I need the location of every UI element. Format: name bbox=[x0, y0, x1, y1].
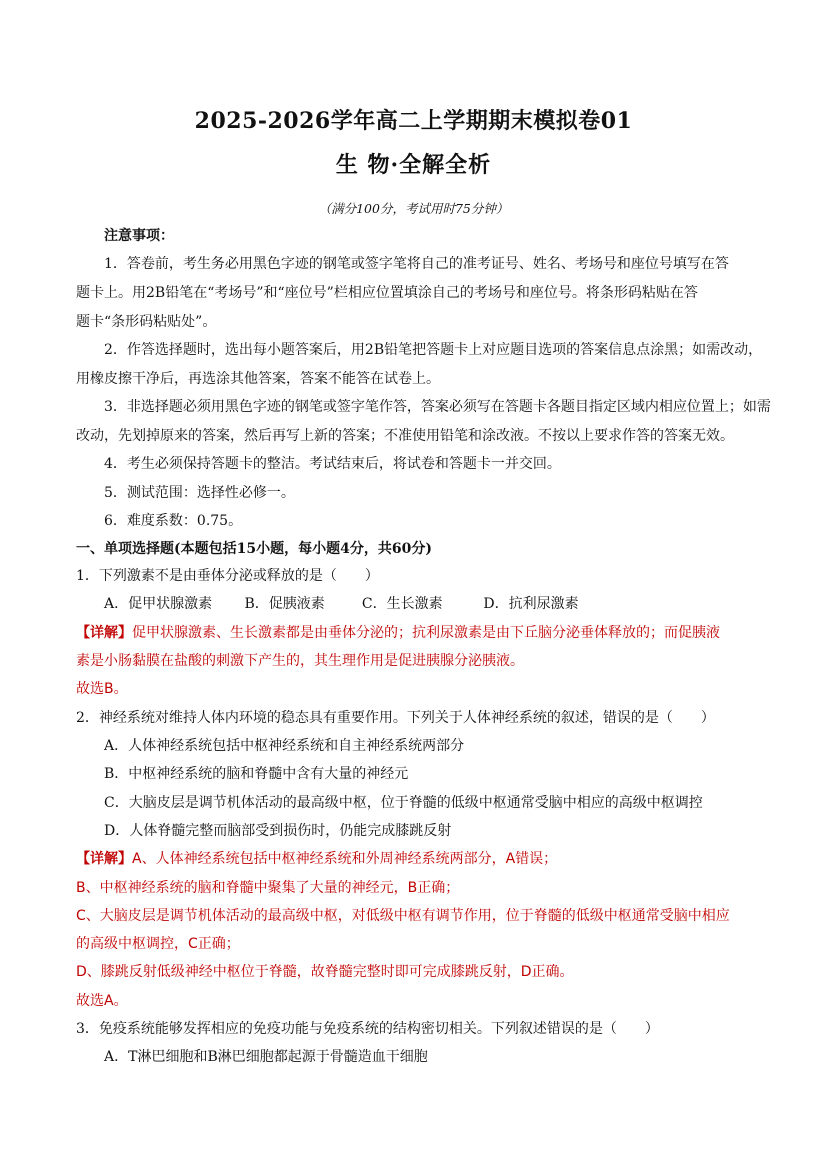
option: A．促甲状腺激素 bbox=[104, 596, 213, 612]
detail-text: 的高级中枢调控，C正确； bbox=[76, 936, 240, 952]
exam-note: （满分100分，考试用时75分钟） bbox=[318, 201, 509, 216]
option: C．大脑皮层是调节机体活动的最高级中枢，位于脊髓的低级中枢通常受脑中相应的高级中枢调控 bbox=[104, 795, 703, 811]
detail-text: 素是小肠黏膜在盐酸的刺激下产生的，其生理作用是促进胰腺分泌胰液。 bbox=[76, 653, 524, 669]
answer-detail bbox=[76, 623, 720, 643]
option: A．人体神经系统包括中枢神经系统和自主神经系统两部分 bbox=[104, 738, 465, 754]
detail-text: C、大脑皮层是调节机体活动的最高级中枢，对低级中枢有调节作用，位于脊髓的低级中枢通常受脑中相应 bbox=[76, 908, 730, 924]
option: C．生长激素 bbox=[361, 596, 443, 612]
notice-heading: 注意事项： bbox=[104, 228, 174, 244]
notice-line: 4．考生必须保持答题卡的整洁。考试结束后，将试卷和答题卡一并交回。 bbox=[104, 456, 561, 472]
option: D．人体脊髓完整而脑部受到损伤时，仍能完成膝跳反射 bbox=[104, 823, 452, 839]
option: D．抗利尿激素 bbox=[483, 596, 579, 612]
answer-detail bbox=[76, 849, 557, 869]
page-title: 2025-2026学年高二上学期期末模拟卷01 bbox=[194, 108, 633, 134]
detail-tag: 【详解】 bbox=[76, 851, 132, 867]
option: B．中枢神经系统的脑和脊髓中含有大量的神经元 bbox=[104, 766, 409, 782]
option-row bbox=[104, 594, 579, 614]
detail-tag: 【详解】 bbox=[76, 625, 132, 641]
answer-choice: 故选B。 bbox=[76, 681, 128, 697]
notice-line: 6．难度系数：0.75。 bbox=[104, 513, 243, 529]
notice-line: 3．非选择题必须用黑色字迹的钢笔或签字笔作答，答案必须写在答题卡各题目指定区域内相应位置上；如需 bbox=[104, 399, 771, 415]
option: A．T淋巴细胞和B淋巴细胞都起源于骨髓造血干细胞 bbox=[104, 1049, 428, 1065]
question-stem: 1．下列激素不是由垂体分泌或释放的是（ ） bbox=[76, 568, 379, 584]
detail-text: B、中枢神经系统的脑和脊髓中聚集了大量的神经元，B正确； bbox=[76, 880, 460, 896]
section-heading: 一、单项选择题(本题包括15小题，每小题4分，共60分) bbox=[76, 541, 432, 557]
detail-text: D、膝跳反射低级神经中枢位于脊髓，故脊髓完整时即可完成膝跳反射，D正确。 bbox=[76, 964, 574, 980]
answer-choice: 故选A。 bbox=[76, 993, 128, 1009]
notice-line: 题卡“条形码粘贴处”。 bbox=[76, 314, 217, 330]
notice-line: 5．测试范围：选择性必修一。 bbox=[104, 485, 295, 501]
notice-line: 1．答卷前，考生务必用黑色字迹的钢笔或签字笔将自己的准考证号、姓名、考场号和座位号填写在答 bbox=[104, 256, 729, 272]
notice-line: 改动，先划掉原来的答案，然后再写上新的答案；不准使用铅笔和涂改液。不按以上要求作答的答案无效。 bbox=[76, 428, 734, 444]
notice-line: 2．作答选择题时，选出每小题答案后，用2B铅笔把答题卡上对应题目选项的答案信息点涂黑；如需改动， bbox=[104, 342, 763, 358]
question-stem: 2．神经系统对维持人体内环境的稳态具有重要作用。下列关于人体神经系统的叙述，错误的是（ ） bbox=[76, 710, 715, 726]
page-subtitle: 生 物·全解全析 bbox=[335, 152, 492, 178]
notice-line: 用橡皮擦干净后，再选涂其他答案，答案不能答在试卷上。 bbox=[76, 371, 440, 387]
question-stem: 3．免疫系统能够发挥相应的免疫功能与免疫系统的结构密切相关。下列叙述错误的是（ ） bbox=[76, 1021, 659, 1037]
option: B．促胰液素 bbox=[244, 596, 325, 612]
detail-text: A、人体神经系统包括中枢神经系统和外周神经系统两部分，A错误； bbox=[132, 851, 558, 867]
notice-line: 题卡上。用2B铅笔在“考场号”和“座位号”栏相应位置填涂自己的考场号和座位号。将条形码粘贴在答 bbox=[76, 285, 698, 301]
detail-text: 促甲状腺激素、生长激素都是由垂体分泌的；抗利尿激素是由下丘脑分泌垂体释放的；而促胰液 bbox=[132, 625, 720, 641]
